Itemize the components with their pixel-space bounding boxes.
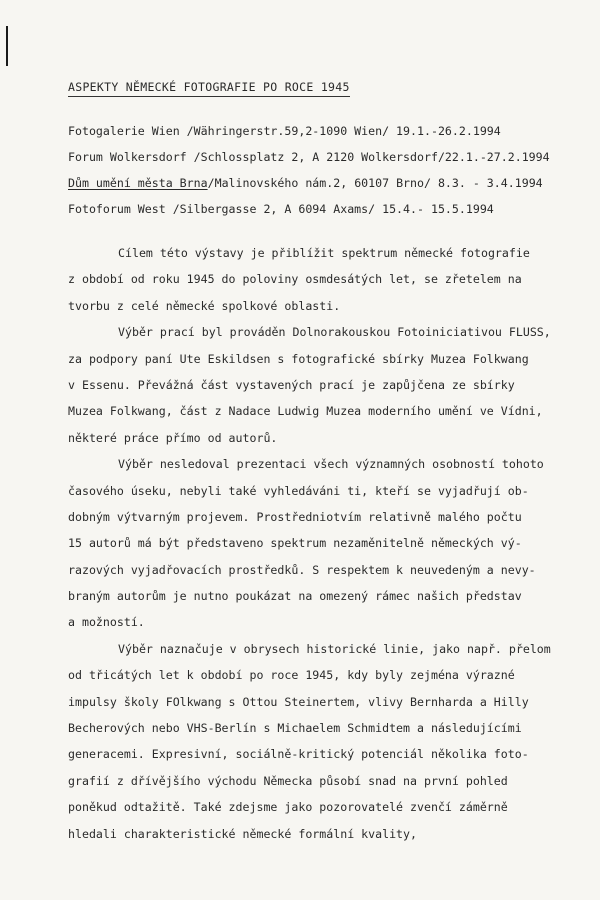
text-line: časového úseku, nebyli také vyhledáváni ti, kteří se vyjadřují ob- xyxy=(68,483,529,498)
venue-text: Fotogalerie Wien /Währingerstr.59,2-1090 Wien/ 19.1.-26.2.1994 xyxy=(68,124,501,138)
paragraph xyxy=(68,451,600,636)
text-line: braným autorům je nutno poukázat na omezený rámec našich představ xyxy=(68,589,522,604)
text-line: Výběr naznačuje v obrysech historické linie, jako např. přelom xyxy=(118,641,551,656)
margin-mark xyxy=(6,26,8,66)
text-line: z období od roku 1945 do poloviny osmdesátých let, se zřetelem na xyxy=(68,272,522,287)
document-body xyxy=(68,240,600,847)
text-line: Výběr nesledoval prezentaci všech významných osobností tohoto xyxy=(118,457,544,472)
text-line: Becherových nebo VHS-Berlín s Michaelem Schmidtem a následujícími xyxy=(68,721,522,736)
text-line: grafií z dřívějšího východu Německa působí snad na první pohled xyxy=(68,773,508,788)
venue-line xyxy=(68,196,600,222)
text-line: impulsy školy FOlkwang s Ottou Steinertem, vlivy Bernharda a Hilly xyxy=(68,694,529,709)
text-line: některé práce přímo od autorů. xyxy=(68,430,278,445)
venue-text: Forum Wolkersdorf /Schlossplatz 2, A 2120 Wolkersdorf/22.1.-27.2.1994 xyxy=(68,150,550,164)
venue-text: /Malinovského nám.2, 60107 Brno/ 8.3. - 3.4.1994 xyxy=(207,176,543,190)
paragraph xyxy=(68,636,600,847)
text-line: za podpory paní Ute Eskildsen s fotografické sbírky Muzea Folkwang xyxy=(68,351,529,366)
document-title: ASPEKTY NĚMECKÉ FOTOGRAFIE PO ROCE 1945 xyxy=(68,80,350,97)
text-line: od třicátých let k období po roce 1945, kdy byly zejména výrazné xyxy=(68,668,515,683)
venue-line xyxy=(68,170,600,196)
text-line: tvorbu z celé německé spolkové oblasti. xyxy=(68,298,341,313)
text-line: razových vyjadřovacích prostředků. S respektem k neuvedeným a nevy- xyxy=(68,562,536,577)
venue-line xyxy=(68,118,600,144)
text-line: generacemi. Expresivní, sociálně-kritický potenciál několika foto- xyxy=(68,747,529,762)
text-line: hledali charakteristické německé formální kvality, xyxy=(68,826,418,841)
text-line: dobným výtvarným projevem. Prostředniotvím relativně malého počtu xyxy=(68,509,522,524)
venue-line xyxy=(68,144,600,170)
text-line: Výběr prací byl prováděn Dolnorakouskou Fotoiniciativou FLUSS, xyxy=(118,325,551,340)
venue-text: Fotoforum West /Silbergasse 2, A 6094 Axams/ 15.4.- 15.5.1994 xyxy=(68,202,494,216)
text-line: Muzea Folkwang, část z Nadace Ludwig Muzea moderního umění ve Vídni, xyxy=(68,404,543,419)
text-line: Cílem této výstavy je přiblížit spektrum německé fotografie xyxy=(118,246,530,260)
paragraph xyxy=(68,240,600,319)
venue-list xyxy=(68,118,600,222)
text-line: 15 autorů má být představeno spektrum nezaměnitelně německých vý- xyxy=(68,536,522,551)
text-line: poněkud odtažitě. Také zdejsme jako pozorovatelé zvenčí záměrně xyxy=(68,800,508,815)
venue-name-underlined: Dům umění města Brna xyxy=(68,176,208,190)
text-line: v Essenu. Převážná část vystavených prací je zapůjčena ze sbírky xyxy=(68,377,515,392)
paragraph xyxy=(68,319,600,451)
text-line: a možností. xyxy=(68,615,145,630)
